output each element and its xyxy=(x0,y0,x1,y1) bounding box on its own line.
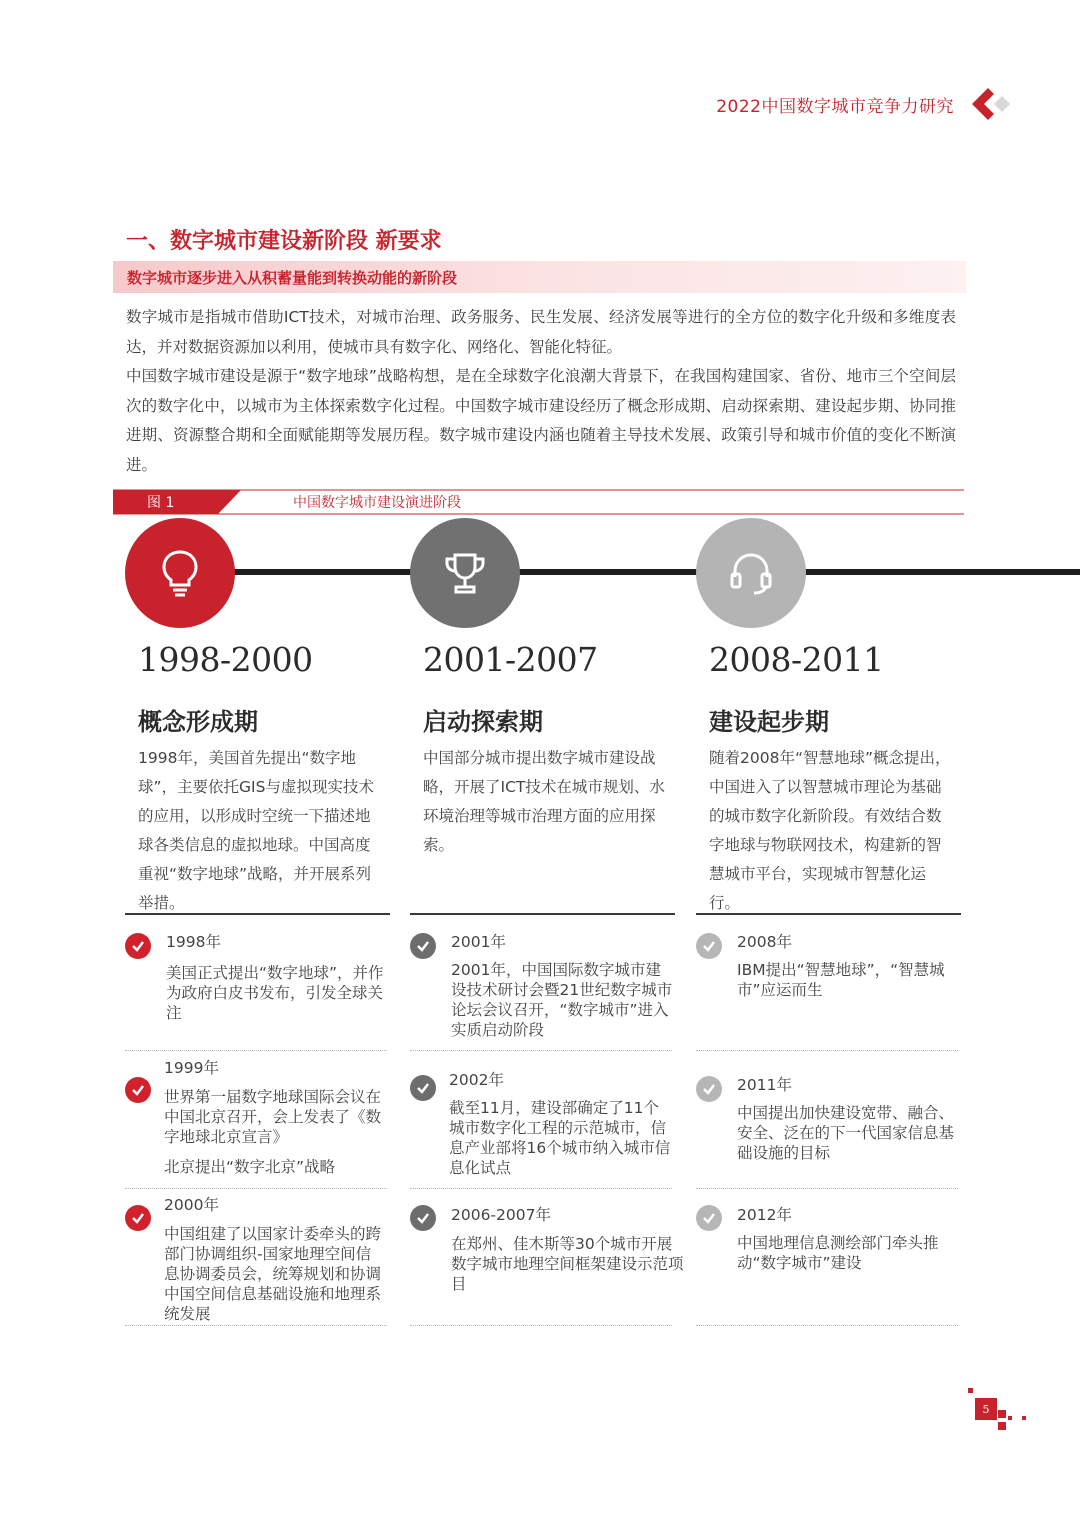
event-year: 1998年 xyxy=(166,933,221,951)
event-separator xyxy=(696,1188,958,1189)
timeline-line xyxy=(180,569,1080,575)
phase-2-title: 启动探索期 xyxy=(423,708,543,736)
event-text: 世界第一届数字地球国际会议在中国北京召开，会上发表了《数字地球北京宣言》 xyxy=(164,1088,382,1146)
phase-3-circle xyxy=(696,518,806,628)
event-extra: 北京提出“数字北京”战略 xyxy=(164,1158,336,1176)
event-separator xyxy=(410,1050,672,1051)
event-year: 1999年 xyxy=(164,1059,219,1077)
check-icon xyxy=(125,1077,151,1103)
intro-paragraph-2: 中国数字城市建设是源于“数字地球”战略构想，是在全球数字化浪潮大背景下，在我国构建国家、省份、地市三个空间层次的数字化中，以城市为主体探索数字化过程。中国数字城市建设经历了概念形成期、启动探索期、建设起步期、协同推进期、资源整合期和全面赋能期等发展历程。数字城市建设内涵也随着主导技术发展、政策引导和城市价值的变化不断演进。 xyxy=(126,367,956,474)
check-icon xyxy=(410,933,436,959)
phase-3-desc: 随着2008年“智慧地球”概念提出，中国进入了以智慧城市理论为基础的城市数字化新阶段。有效结合数字地球与物联网技术，构建新的智慧城市平台，实现城市智慧化运行。 xyxy=(709,749,951,912)
phase-1-desc: 1998年，美国首先提出“数字地球”，主要依托GIS与虚拟现实技术的应用，以形成时空统一下描述地球各类信息的虚拟地球。中国高度重视“数字地球”战略，并开展系列举措。 xyxy=(138,749,374,912)
event-year: 2011年 xyxy=(737,1076,792,1094)
phase-3-title: 建设起步期 xyxy=(709,708,829,736)
column-2-divider xyxy=(410,913,675,915)
event-separator xyxy=(410,1325,672,1326)
event-text: 2001年，中国国际数字城市建设技术研讨会暨21世纪数字城市论坛会议召开，“数字城市”进入实质启动阶段 xyxy=(451,961,673,1039)
subtitle-band xyxy=(113,261,966,293)
check-icon xyxy=(696,1076,722,1102)
column-3-divider xyxy=(696,913,961,915)
event-separator xyxy=(696,1325,958,1326)
phase-2-desc: 中国部分城市提出数字城市建设战略，开展了ICT技术在城市规划、水环境治理等城市治理方面的应用探索。 xyxy=(423,749,665,854)
check-icon xyxy=(125,1205,151,1231)
period-1: 1998-2000 xyxy=(138,640,313,679)
event-year: 2000年 xyxy=(164,1196,219,1214)
event-separator xyxy=(125,1050,387,1051)
event-text: 中国提出加快建设宽带、融合、安全、泛在的下一代国家信息基础设施的目标 xyxy=(737,1104,955,1162)
check-icon xyxy=(125,933,151,959)
event-text: 美国正式提出“数字地球”，并作为政府白皮书发布，引发全球关注 xyxy=(166,964,384,1022)
trophy-icon xyxy=(441,549,489,597)
intro-paragraph-1: 数字城市是指城市借助ICT技术，对城市治理、政务服务、民生发展、经济发展等进行的全方位的数字化升级和多维度表达，并对数据资源加以利用，使城市具有数字化、网络化、智能化特征。 xyxy=(126,308,956,356)
check-icon xyxy=(696,1205,722,1231)
section-subtitle: 数字城市逐步进入从积蓄量能到转换动能的新阶段 xyxy=(127,269,458,287)
event-separator xyxy=(125,1188,387,1189)
figure-caption-bar xyxy=(113,489,964,516)
event-year: 2002年 xyxy=(449,1071,504,1089)
figure-title: 中国数字城市建设演进阶段 xyxy=(293,495,461,511)
phase-2-circle xyxy=(410,518,520,628)
page-number: 5 xyxy=(975,1398,997,1420)
report-title: 2022中国数字城市竞争力研究 xyxy=(716,97,954,117)
phase-1-circle xyxy=(125,518,235,628)
event-separator xyxy=(696,1050,958,1051)
period-2: 2001-2007 xyxy=(423,640,598,679)
lightbulb-icon xyxy=(158,548,202,598)
event-text: 中国组建了以国家计委牵头的跨部门协调组织-国家地理空间信息协调委员会，统筹规划和协调中国空间信息基础设施和地理系统发展 xyxy=(164,1225,382,1323)
event-text: 截至11月，建设部确定了11个城市数字化工程的示范城市，信息产业部将16个城市纳入城市信息化试点 xyxy=(449,1099,671,1177)
event-year: 2012年 xyxy=(737,1206,792,1224)
check-icon xyxy=(410,1205,436,1231)
event-year: 2008年 xyxy=(737,933,792,951)
figure-label: 图 1 xyxy=(147,495,175,511)
period-3: 2008-2011 xyxy=(709,640,884,679)
chevron-logo-icon xyxy=(970,86,1018,122)
event-text: 中国地理信息测绘部门牵头推动“数字城市”建设 xyxy=(737,1234,939,1272)
event-text: IBM提出“智慧地球”，“智慧城市”应运而生 xyxy=(737,961,945,999)
event-separator xyxy=(125,1325,387,1326)
event-year: 2006-2007年 xyxy=(451,1206,551,1224)
event-separator xyxy=(410,1188,672,1189)
check-icon xyxy=(696,933,722,959)
column-1-divider xyxy=(125,913,390,915)
section-title: 一、数字城市建设新阶段 新要求 xyxy=(126,229,442,254)
event-text: 在郑州、佳木斯等30个城市开展数字城市地理空间框架建设示范项目 xyxy=(451,1235,684,1293)
headset-icon xyxy=(727,549,775,597)
event-year: 2001年 xyxy=(451,933,506,951)
phase-1-title: 概念形成期 xyxy=(138,708,258,736)
check-icon xyxy=(410,1075,436,1101)
